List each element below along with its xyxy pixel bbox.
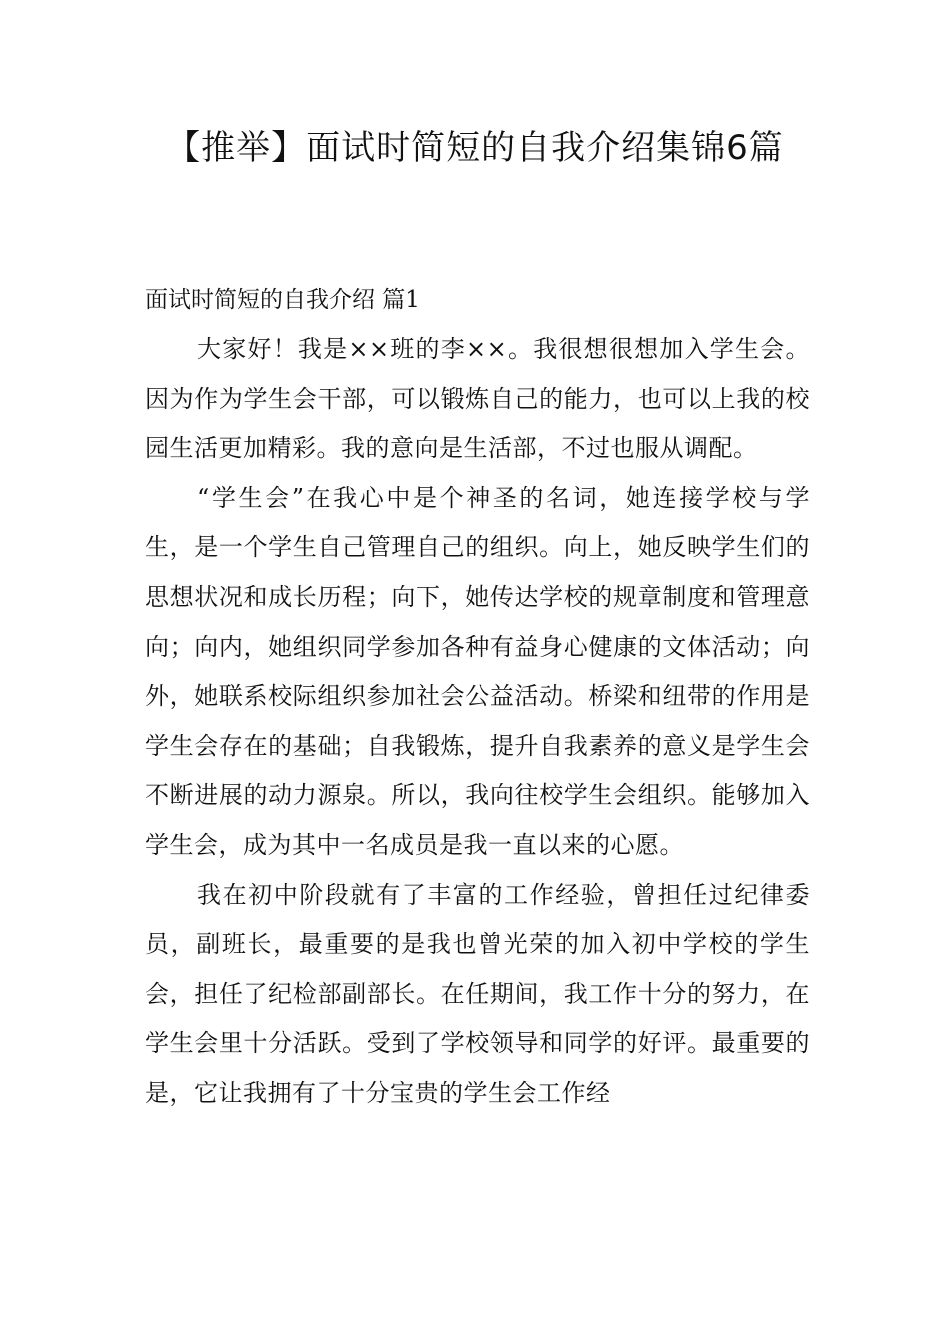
paragraph-2: “学生会”在我心中是个神圣的名词，她连接学校与学生，是一个学生自己管理自己的组织。向上，她反映学生们的思想状况和成长历程；向下，她传达学校的规章制度和管理意向；向内，她组织同学参加各种有益身心健康的文体活动；向外，她联系校际组织参加社会公益活动。桥梁和纽带的作用是学生会存在的基础；自我锻炼，提升自我素养的意义是学生会不断进展的动力源泉。所以，我向往校学生会组织。能够加入学生会，成为其中一名成员是我一直以来的心愿。	[145, 483, 810, 859]
document-title: 【推举】面试时简短的自我介绍集锦6篇	[166, 128, 784, 168]
section-heading: 面试时简短的自我介绍 篇1	[145, 287, 420, 313]
document-body	[145, 325, 810, 1119]
paragraph-1: 大家好！我是××班的李××。我很想很想加入学生会。因为作为学生会干部，可以锻炼自己的能力，也可以上我的校园生活更加精彩。我的意向是生活部，不过也服从调配。	[145, 335, 810, 463]
paragraph-3: 我在初中阶段就有了丰富的工作经验，曾担任过纪律委员，副班长，最重要的是我也曾光荣的加入初中学校的学生会，担任了纪检部副部长。在任期间，我工作十分的努力，在学生会里十分活跃。受到了学校领导和同学的好评。最重要的是，它让我拥有了十分宝贵的学生会工作经	[145, 880, 810, 1107]
